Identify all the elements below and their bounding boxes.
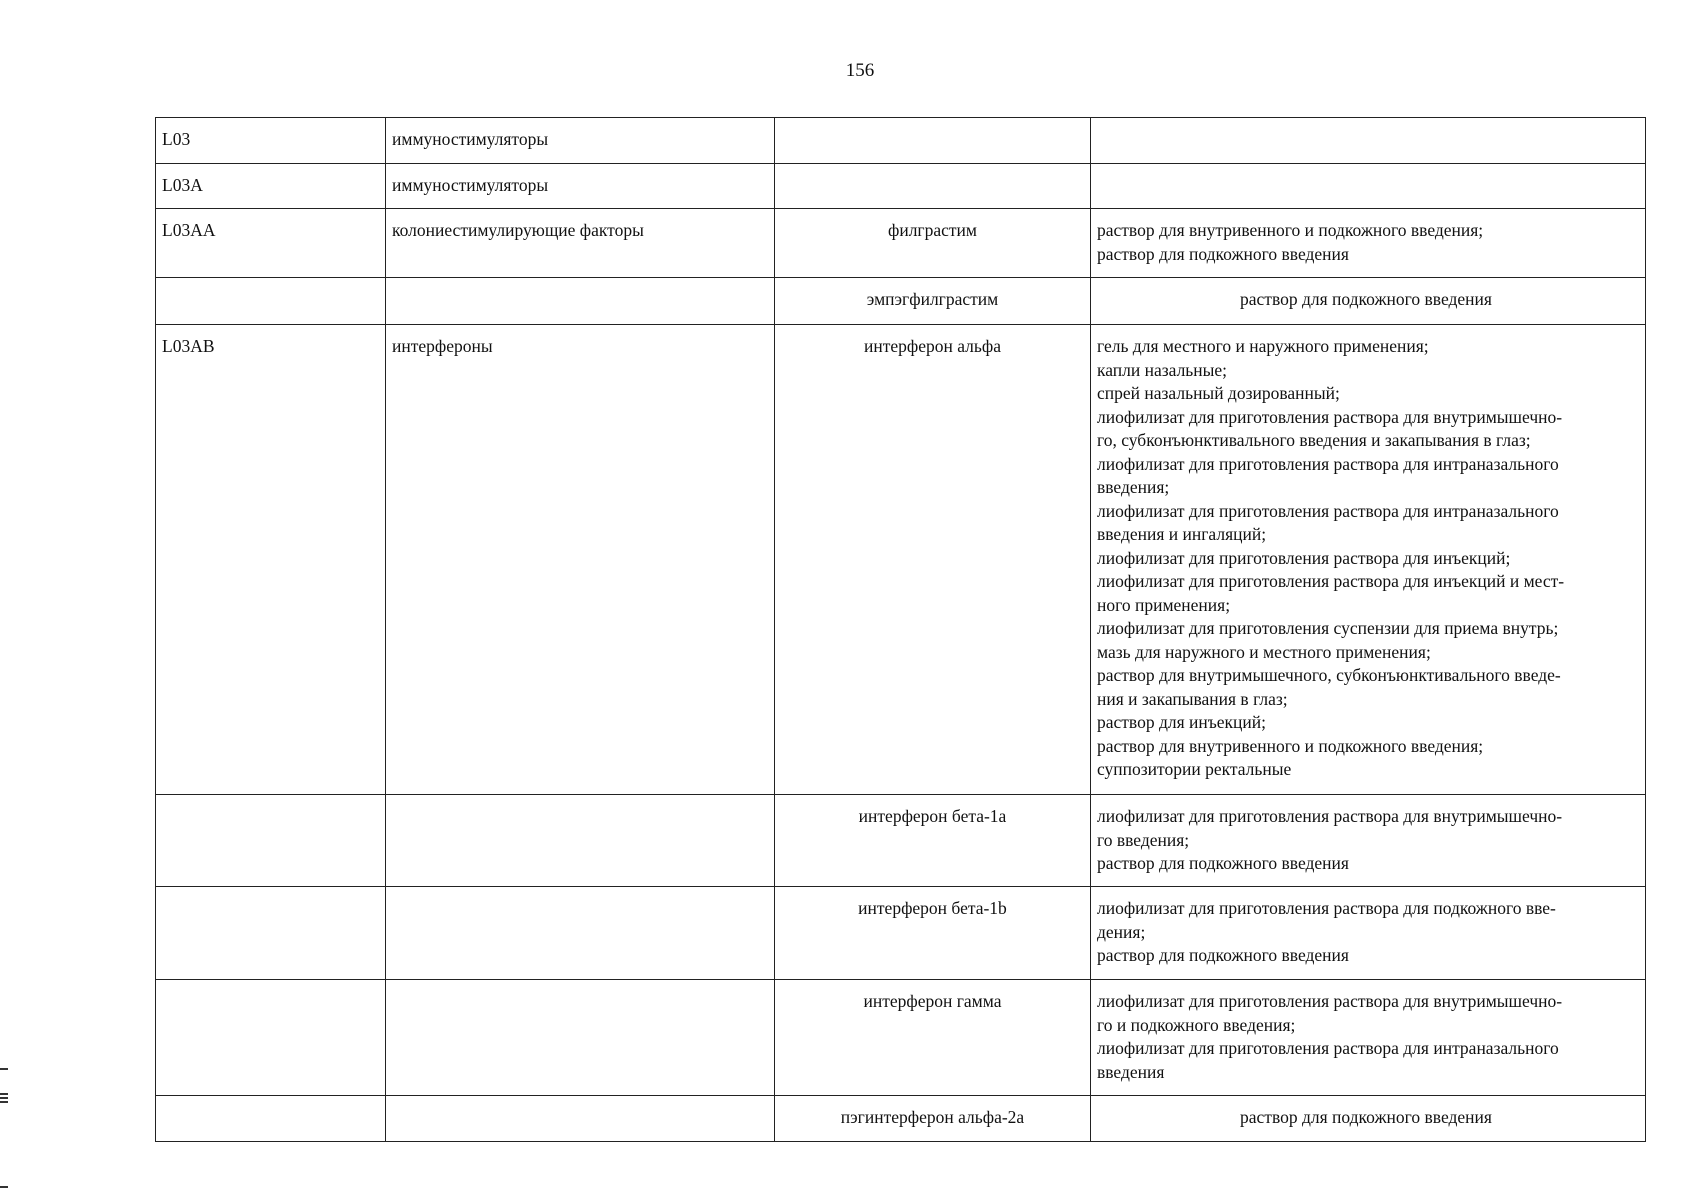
atc-code-cell: L03A — [156, 164, 386, 209]
atc-code-cell: L03AB — [156, 325, 386, 795]
atc-group-cell: иммуностимуляторы — [386, 164, 775, 209]
atc-group-cell — [386, 887, 775, 980]
dosage-form-line: раствор для подкожного введения — [1097, 945, 1349, 965]
dosage-form-line: раствор для подкожного введения — [1097, 243, 1349, 264]
table-row — [156, 1096, 1646, 1142]
dosage-form-line: введения — [1097, 1061, 1165, 1082]
drug-name-cell: филграстим — [775, 209, 1091, 278]
dosage-form-line: лиофилизат для приготовления раствора для внутримышечно- — [1097, 806, 1563, 826]
dosage-forms-cell — [1091, 980, 1646, 1096]
atc-group-cell — [386, 278, 775, 325]
drug-name-cell: интерферон гамма — [775, 980, 1091, 1096]
dosage-forms-cell — [1091, 1096, 1646, 1142]
atc-code-cell: L03AA — [156, 209, 386, 278]
dosage-form-line: дения; — [1097, 921, 1146, 942]
scan-mark — [0, 1097, 8, 1099]
table-row — [156, 209, 1646, 278]
dosage-form-line: лиофилизат для приготовления раствора для интраназального — [1097, 453, 1559, 474]
dosage-forms-cell — [1091, 278, 1646, 325]
dosage-form-line: лиофилизат для приготовления раствора для внутримышечно- — [1097, 991, 1563, 1011]
table-row — [156, 325, 1646, 795]
atc-code-cell — [156, 980, 386, 1096]
dosage-forms-cell — [1091, 164, 1646, 209]
dosage-form-line: го и подкожного введения; — [1097, 1014, 1296, 1035]
scan-mark — [0, 1186, 8, 1188]
dosage-form-line: мазь для наружного и местного применения; — [1097, 641, 1431, 662]
dosage-form-line: го введения; — [1097, 829, 1190, 850]
atc-group-cell — [386, 795, 775, 887]
dosage-forms-cell — [1091, 325, 1646, 795]
dosage-forms-cell — [1091, 209, 1646, 278]
scan-mark — [0, 1068, 8, 1070]
dosage-form-line: капли назальные; — [1097, 359, 1228, 380]
drug-name-cell: интерферон альфа — [775, 325, 1091, 795]
dosage-form-line: лиофилизат для приготовления суспензии для приема внутрь; — [1097, 618, 1559, 638]
dosage-form-line: ного применения; — [1097, 594, 1231, 615]
dosage-forms-cell — [1091, 118, 1646, 164]
atc-code-cell — [156, 1096, 386, 1142]
dosage-form-line: введения; — [1097, 477, 1170, 497]
dosage-form-line: спрей назальный дозированный; — [1097, 383, 1340, 403]
scan-mark — [0, 1093, 8, 1095]
table-row — [156, 980, 1646, 1096]
dosage-form-line: раствор для подкожного введения — [1240, 289, 1492, 309]
table-row — [156, 164, 1646, 209]
drug-name-cell: интерферон бета-1a — [775, 795, 1091, 887]
dosage-form-line: суппозитории ректальные — [1097, 759, 1292, 779]
dosage-form-line: лиофилизат для приготовления раствора для внутримышечно- — [1097, 406, 1563, 427]
drug-name-cell — [775, 164, 1091, 209]
drug-name-cell: пэгинтерферон альфа-2а — [775, 1096, 1091, 1142]
scan-mark — [0, 1101, 8, 1103]
table-row — [156, 278, 1646, 325]
atc-group-cell: колониестимулирующие факторы — [386, 209, 775, 278]
table-row — [156, 887, 1646, 980]
table-body — [156, 118, 1646, 1142]
dosage-form-line: гель для местного и наружного применения; — [1097, 336, 1429, 356]
drug-name-cell — [775, 118, 1091, 164]
dosage-form-line: лиофилизат для приготовления раствора для интраназального — [1097, 500, 1559, 521]
drug-name-cell: эмпэгфилграстим — [775, 278, 1091, 325]
atc-group-cell — [386, 980, 775, 1096]
atc-code-cell: L03 — [156, 118, 386, 164]
dosage-form-line: введения и ингаляций; — [1097, 524, 1267, 544]
atc-code-cell — [156, 887, 386, 980]
dosage-form-line: го, субконъюнктивального введения и закапывания в глаз; — [1097, 430, 1531, 450]
dosage-forms-cell — [1091, 795, 1646, 887]
drug-name-cell: интерферон бета-1b — [775, 887, 1091, 980]
drug-table — [155, 117, 1646, 1142]
dosage-form-line: раствор для подкожного введения — [1240, 1107, 1492, 1127]
page-number: 156 — [845, 60, 875, 81]
dosage-form-line: лиофилизат для приготовления раствора для инъекций и мест- — [1097, 571, 1565, 591]
atc-code-cell — [156, 278, 386, 325]
atc-group-cell: иммуностимуляторы — [386, 118, 775, 164]
atc-group-cell: интерфероны — [386, 325, 775, 795]
dosage-form-line: лиофилизат для приготовления раствора для подкожного вве- — [1097, 898, 1556, 918]
dosage-form-line: раствор для внутривенного и подкожного введения; — [1097, 220, 1484, 240]
atc-group-cell — [386, 1096, 775, 1142]
dosage-form-line: раствор для внутривенного и подкожного введения; — [1097, 735, 1484, 756]
table-row — [156, 118, 1646, 164]
dosage-forms-cell — [1091, 887, 1646, 980]
dosage-form-line: раствор для подкожного введения — [1097, 853, 1349, 873]
dosage-form-line: ния и закапывания в глаз; — [1097, 688, 1288, 709]
table-row — [156, 795, 1646, 887]
dosage-form-line: лиофилизат для приготовления раствора для инъекций; — [1097, 547, 1511, 568]
dosage-form-line: лиофилизат для приготовления раствора для интраназального — [1097, 1038, 1559, 1058]
atc-code-cell — [156, 795, 386, 887]
dosage-form-line: раствор для внутримышечного, субконъюнктивального введе- — [1097, 665, 1561, 685]
dosage-form-line: раствор для инъекций; — [1097, 712, 1267, 732]
